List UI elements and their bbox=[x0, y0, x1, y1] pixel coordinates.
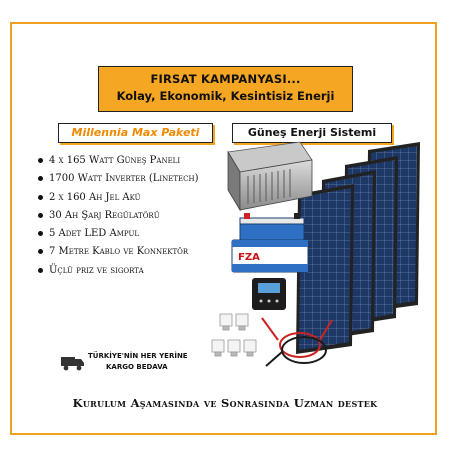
shipping-line-1: TÜRKİYE'NİN HER YERİNE bbox=[88, 352, 188, 360]
banner-title: FIRSAT KAMPANYASI... bbox=[150, 72, 301, 86]
battery-brand: FZA bbox=[238, 252, 260, 263]
list-item: 5 Adet LED Ampul bbox=[38, 225, 199, 243]
system-label: Güneş Enerji Sistemi bbox=[232, 123, 392, 143]
list-item: 2 x 160 Ah Jel Akü bbox=[38, 189, 199, 207]
list-item: 7 Metre Kablo ve Konnektör bbox=[38, 243, 199, 261]
list-item: 1700 Watt Inverter (Linetech) bbox=[38, 170, 199, 188]
shipping-line-2: KARGO BEDAVA bbox=[106, 363, 168, 371]
list-item: Üçlü priz ve sigorta bbox=[38, 262, 199, 280]
package-label: Millennia Max Paketi bbox=[58, 123, 213, 143]
led-bulb-icon bbox=[212, 314, 256, 356]
banner-subtitle: Kolay, Ekonomik, Kesintisiz Enerji bbox=[116, 89, 335, 103]
list-item: 30 Ah Şarj Regülatörü bbox=[38, 207, 199, 225]
charge-controller-icon bbox=[252, 278, 286, 310]
support-footer: Kurulum Aşamasında ve Sonrasında Uzman destek bbox=[72, 396, 378, 410]
delivery-truck-icon bbox=[60, 354, 86, 372]
battery-icon bbox=[232, 240, 308, 272]
list-item: 4 x 165 Watt Güneş Paneli bbox=[38, 152, 199, 170]
battery-icon bbox=[240, 213, 304, 244]
